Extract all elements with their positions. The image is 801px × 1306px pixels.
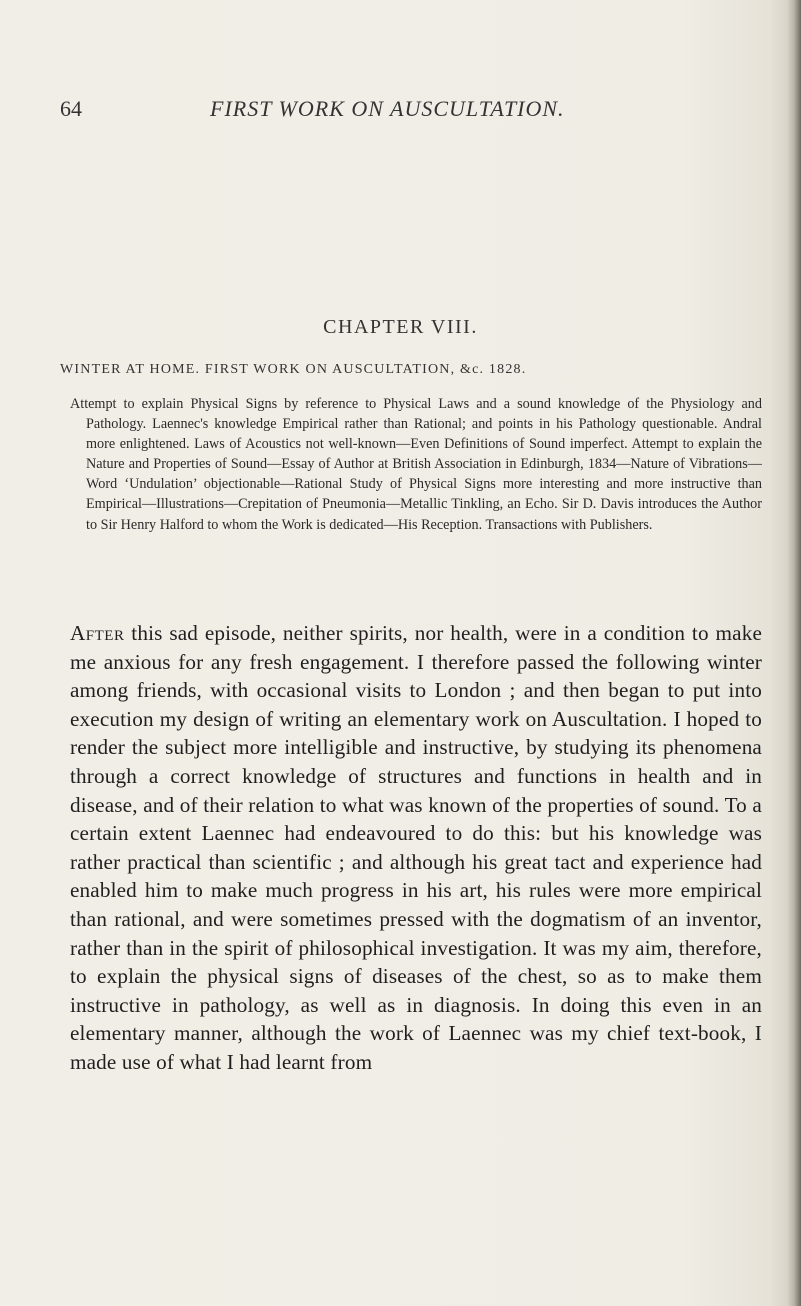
opening-word: After bbox=[70, 621, 125, 645]
chapter-synopsis: Attempt to explain Physical Signs by reference to Physical Laws and a sound knowledge of the Physiology and Pathology. Laennec's knowledge Empirical rather than Rational; and points in his Pathology questionable. Andral more enlightened. Laws of Acoustics not well-known—Even Definitions of Sound imperfect. Attempt to explain the Nature and Properties of Sound—Essay of Author at British Association in Edinburgh, 1834—Nature of Vibrations—Word ‘Undulation’ objectionable—Rational Study of Physical Signs more interesting and more instructive than Empirical—Illustrations—Crepitation of Pneumonia—Metallic Tinkling, an Echo. Sir D. Davis introduces the Author to Sir Henry Halford to whom the Work is dedicated—His Reception. Transactions with Publishers. bbox=[70, 396, 762, 533]
running-title: FIRST WORK ON AUSCULTATION. bbox=[210, 96, 565, 121]
body-paragraph-text: this sad episode, neither spirits, nor health, were in a condition to make me anxious for any fresh engagement. I therefore passed the following winter among friends, with occasional visits to London ; and then began to put into execution my design of writing an elementary work on Auscultation. I hoped to render the subject more intelligible and instructive, by studying its phenomena through a correct knowledge of structures and functions in health and in disease, and of their relation to what was known of the properties of sound. To a certain extent Laennec had endeavoured to do this: but his knowledge was rather practical than scientific ; and although his great tact and experience had enabled him to make much progress in his art, his rules were more empirical than rational, and were sometimes pressed with the dogmatism of an inventor, rather than in the spirit of philosophical investigation. It was my aim, therefore, to explain the physical signs of diseases of the chest, so as to make them instructive in pathology, as well as in diagnosis. In doing this even in an elementary manner, although the work of Laennec was my chief text-book, I made use of what I had learnt from bbox=[70, 621, 762, 1074]
body-paragraph bbox=[70, 619, 762, 1077]
page-number: 64 bbox=[60, 96, 82, 121]
running-head bbox=[60, 96, 760, 126]
page-edge-shadow bbox=[787, 0, 801, 1306]
chapter-title: CHAPTER VIII. bbox=[323, 316, 478, 338]
chapter-subtitle: WINTER AT HOME. FIRST WORK ON AUSCULTATION, &c. 1828. bbox=[60, 362, 527, 377]
